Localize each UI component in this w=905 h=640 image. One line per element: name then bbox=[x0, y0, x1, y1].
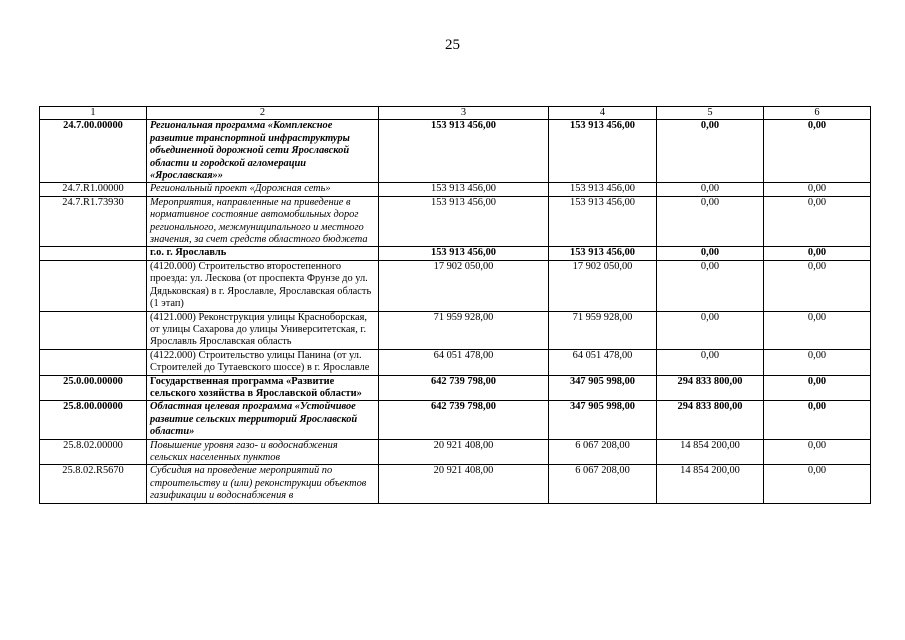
row-name-cell: Региональный проект «Дорожная сеть» bbox=[147, 183, 379, 196]
row-col4-cell: 347 905 998,00 bbox=[549, 401, 657, 439]
header-col-5: 5 bbox=[657, 107, 764, 120]
row-code-cell: 24.7.00.00000 bbox=[40, 120, 147, 183]
table-row bbox=[40, 260, 871, 311]
row-col4-cell: 6 067 208,00 bbox=[549, 465, 657, 503]
header-col-1: 1 bbox=[40, 107, 147, 120]
row-col3-cell: 153 913 456,00 bbox=[379, 183, 549, 196]
row-col6-cell: 0,00 bbox=[764, 465, 871, 503]
row-name-cell: Государственная программа «Развитие сельского хозяйства в Ярославской области» bbox=[147, 375, 379, 401]
row-code-cell: 24.7.R1.73930 bbox=[40, 196, 147, 247]
row-col5-cell: 14 854 200,00 bbox=[657, 465, 764, 503]
row-col6-cell: 0,00 bbox=[764, 260, 871, 311]
header-col-4: 4 bbox=[549, 107, 657, 120]
row-col5-cell: 294 833 800,00 bbox=[657, 375, 764, 401]
table-row bbox=[40, 183, 871, 196]
header-col-3: 3 bbox=[379, 107, 549, 120]
row-col4-cell: 153 913 456,00 bbox=[549, 247, 657, 260]
row-col5-cell: 0,00 bbox=[657, 311, 764, 349]
row-col3-cell: 20 921 408,00 bbox=[379, 439, 549, 465]
row-col3-cell: 64 051 478,00 bbox=[379, 349, 549, 375]
row-col4-cell: 153 913 456,00 bbox=[549, 183, 657, 196]
row-name-cell: г.о. г. Ярославль bbox=[147, 247, 379, 260]
table-body bbox=[40, 120, 871, 503]
table-row bbox=[40, 465, 871, 503]
table-row bbox=[40, 401, 871, 439]
row-col6-cell: 0,00 bbox=[764, 349, 871, 375]
row-col4-cell: 17 902 050,00 bbox=[549, 260, 657, 311]
row-code-cell bbox=[40, 260, 147, 311]
row-col4-cell: 153 913 456,00 bbox=[549, 196, 657, 247]
table-row bbox=[40, 375, 871, 401]
row-col3-cell: 642 739 798,00 bbox=[379, 375, 549, 401]
row-code-cell bbox=[40, 247, 147, 260]
row-col5-cell: 0,00 bbox=[657, 183, 764, 196]
row-col4-cell: 347 905 998,00 bbox=[549, 375, 657, 401]
row-name-cell: Субсидия на проведение мероприятий по строительству и (или) реконструкции объектов газификации и водоснабжения в bbox=[147, 465, 379, 503]
row-code-cell: 25.8.02.00000 bbox=[40, 439, 147, 465]
table-row bbox=[40, 311, 871, 349]
row-name-cell: (4120.000) Строительство второстепенного проезда: ул. Лескова (от проспекта Фрунзе до ул. Дядьковская) в г. Ярославле, Ярославская область (1 этап) bbox=[147, 260, 379, 311]
row-col6-cell: 0,00 bbox=[764, 196, 871, 247]
table-row bbox=[40, 349, 871, 375]
row-col3-cell: 642 739 798,00 bbox=[379, 401, 549, 439]
row-name-cell: Мероприятия, направленные на приведение в нормативное состояние автомобильных дорог регионального, межмуниципального и местного значения, за счет средств областного бюджета bbox=[147, 196, 379, 247]
row-col4-cell: 153 913 456,00 bbox=[549, 120, 657, 183]
row-col6-cell: 0,00 bbox=[764, 247, 871, 260]
table-row bbox=[40, 439, 871, 465]
row-col3-cell: 153 913 456,00 bbox=[379, 247, 549, 260]
header-row bbox=[40, 107, 871, 120]
row-name-cell: (4121.000) Реконструкция улицы Красноборская, от улицы Сахарова до улицы Университетская, г. Ярославль Ярославская область bbox=[147, 311, 379, 349]
row-col4-cell: 71 959 928,00 bbox=[549, 311, 657, 349]
row-col3-cell: 71 959 928,00 bbox=[379, 311, 549, 349]
row-name-cell: Региональная программа «Комплексное развитие транспортной инфраструктуры объединенной дорожной сети Ярославской области и городской агломерации «Ярославская»» bbox=[147, 120, 379, 183]
row-col5-cell: 294 833 800,00 bbox=[657, 401, 764, 439]
row-col3-cell: 153 913 456,00 bbox=[379, 196, 549, 247]
page-number: 25 bbox=[445, 37, 460, 53]
row-col3-cell: 20 921 408,00 bbox=[379, 465, 549, 503]
row-col6-cell: 0,00 bbox=[764, 401, 871, 439]
row-col6-cell: 0,00 bbox=[764, 183, 871, 196]
row-name-cell: Повышение уровня газо- и водоснабжения сельских населенных пунктов bbox=[147, 439, 379, 465]
row-col5-cell: 0,00 bbox=[657, 260, 764, 311]
row-name-cell: Областная целевая программа «Устойчивое развитие сельских территорий Ярославской области» bbox=[147, 401, 379, 439]
row-col4-cell: 64 051 478,00 bbox=[549, 349, 657, 375]
header-col-6: 6 bbox=[764, 107, 871, 120]
row-code-cell: 25.0.00.00000 bbox=[40, 375, 147, 401]
budget-table bbox=[39, 106, 871, 504]
table-row bbox=[40, 120, 871, 183]
row-col6-cell: 0,00 bbox=[764, 120, 871, 183]
row-col6-cell: 0,00 bbox=[764, 439, 871, 465]
header-col-2: 2 bbox=[147, 107, 379, 120]
row-col6-cell: 0,00 bbox=[764, 375, 871, 401]
row-col5-cell: 14 854 200,00 bbox=[657, 439, 764, 465]
row-name-cell: (4122.000) Строительство улицы Панина (от ул. Строителей до Тутаевского шоссе) в г. Ярославле bbox=[147, 349, 379, 375]
row-col3-cell: 153 913 456,00 bbox=[379, 120, 549, 183]
row-col5-cell: 0,00 bbox=[657, 120, 764, 183]
row-col3-cell: 17 902 050,00 bbox=[379, 260, 549, 311]
row-code-cell bbox=[40, 311, 147, 349]
row-code-cell: 25.8.02.R5670 bbox=[40, 465, 147, 503]
row-col5-cell: 0,00 bbox=[657, 196, 764, 247]
table-row bbox=[40, 196, 871, 247]
row-col5-cell: 0,00 bbox=[657, 349, 764, 375]
row-code-cell: 25.8.00.00000 bbox=[40, 401, 147, 439]
row-col4-cell: 6 067 208,00 bbox=[549, 439, 657, 465]
table-row bbox=[40, 247, 871, 260]
row-col6-cell: 0,00 bbox=[764, 311, 871, 349]
row-col5-cell: 0,00 bbox=[657, 247, 764, 260]
row-code-cell bbox=[40, 349, 147, 375]
row-code-cell: 24.7.R1.00000 bbox=[40, 183, 147, 196]
